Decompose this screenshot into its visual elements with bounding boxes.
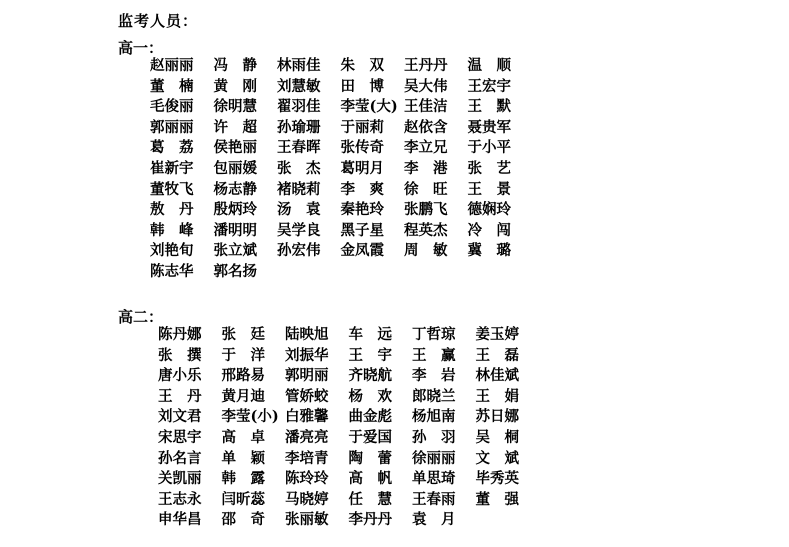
proctor-name: 于丽莉 bbox=[340, 118, 384, 136]
proctor-name: 于爱国 bbox=[348, 428, 392, 446]
proctor-name: 朱 双 bbox=[340, 57, 384, 74]
proctor-name: 邵 奇 bbox=[221, 511, 265, 529]
proctor-name: 汤 袁 bbox=[277, 201, 321, 219]
proctor-name: 李 岩 bbox=[412, 367, 456, 385]
proctor-name: 刘振华 bbox=[285, 346, 329, 364]
proctor-name: 聂贵军 bbox=[467, 118, 511, 136]
proctor-name: 程英杰 bbox=[404, 221, 448, 239]
proctor-name: 吴 桐 bbox=[475, 428, 519, 446]
proctor-name: 吴大伟 bbox=[404, 77, 448, 95]
proctor-name: 秦艳玲 bbox=[340, 201, 384, 219]
proctor-name: 张 廷 bbox=[221, 326, 265, 343]
proctor-name: 敖 丹 bbox=[150, 201, 194, 219]
proctor-name: 王 丹 bbox=[158, 387, 202, 405]
proctor-name: 郭明丽 bbox=[285, 367, 329, 385]
name-row bbox=[150, 241, 511, 262]
proctor-name: 马晓婷 bbox=[285, 490, 329, 508]
proctor-name: 林雨佳 bbox=[277, 57, 321, 74]
proctor-name: 陈玲玲 bbox=[285, 470, 329, 488]
proctor-name: 杨志静 bbox=[213, 180, 257, 198]
name-row bbox=[150, 221, 511, 242]
proctor-name: 郭名扬 bbox=[213, 262, 257, 280]
proctor-name: 李莹(小) bbox=[221, 408, 279, 426]
proctor-name: 毕秀英 bbox=[475, 470, 519, 488]
name-row bbox=[150, 77, 511, 98]
proctor-name: 王丹丹 bbox=[404, 57, 448, 74]
proctor-name: 王 景 bbox=[467, 180, 511, 198]
proctor-name: 宋思宇 bbox=[158, 428, 202, 446]
proctor-name: 曲金彪 bbox=[348, 408, 392, 426]
proctor-name: 郭丽丽 bbox=[150, 118, 194, 136]
proctor-name: 王宏宇 bbox=[467, 77, 511, 95]
proctor-name: 王 磊 bbox=[475, 346, 519, 364]
proctor-name: 申华昌 bbox=[158, 511, 202, 529]
proctor-name: 黑子星 bbox=[340, 221, 384, 239]
proctor-name: 冀 璐 bbox=[467, 242, 511, 260]
proctor-name: 闫昕蕊 bbox=[221, 490, 265, 508]
proctor-name: 包丽媛 bbox=[213, 159, 257, 177]
proctor-name: 王志永 bbox=[158, 490, 202, 508]
proctor-name: 唐小乐 bbox=[158, 367, 202, 385]
proctor-name: 高 卓 bbox=[221, 428, 265, 446]
proctor-name: 温 顺 bbox=[467, 57, 511, 74]
proctor-name: 于小平 bbox=[467, 139, 511, 157]
section-label-grade-2: 高二： bbox=[118, 308, 164, 326]
proctor-grid-grade-1 bbox=[150, 56, 511, 283]
proctor-name: 董 楠 bbox=[150, 77, 194, 95]
proctor-name: 王佳洁 bbox=[404, 98, 448, 116]
proctor-name: 徐明慧 bbox=[213, 98, 257, 116]
proctor-name: 袁 月 bbox=[412, 511, 456, 529]
section-label-grade-1: 高一： bbox=[118, 39, 164, 57]
proctor-name: 白雅馨 bbox=[285, 408, 329, 426]
name-row bbox=[158, 387, 519, 408]
proctor-name: 葛明月 bbox=[340, 159, 384, 177]
proctor-name: 杨 欢 bbox=[348, 387, 392, 405]
name-row bbox=[150, 118, 511, 139]
proctor-name: 冯 静 bbox=[213, 57, 257, 74]
proctor-name: 王春雨 bbox=[412, 490, 456, 508]
name-row bbox=[158, 325, 519, 346]
proctor-name: 张丽敏 bbox=[285, 511, 329, 529]
proctor-name: 刘慧敏 bbox=[277, 77, 321, 95]
proctor-name: 徐 旺 bbox=[404, 180, 448, 198]
proctor-name: 许 超 bbox=[213, 118, 257, 136]
proctor-name: 赵丽丽 bbox=[150, 57, 194, 74]
proctor-name: 姜玉婷 bbox=[475, 326, 519, 343]
proctor-name: 冷 闯 bbox=[467, 221, 511, 239]
proctor-name: 李莹(大) bbox=[340, 98, 398, 116]
proctor-name: 单思琦 bbox=[412, 470, 456, 488]
proctor-name: 赵依含 bbox=[404, 118, 448, 136]
proctor-grid-grade-2 bbox=[158, 325, 519, 531]
proctor-name: 李丹丹 bbox=[348, 511, 392, 529]
proctor-name: 韩 露 bbox=[221, 470, 265, 488]
proctor-name: 德娴玲 bbox=[467, 201, 511, 219]
name-row bbox=[158, 490, 519, 511]
proctor-name: 于 洋 bbox=[221, 346, 265, 364]
proctor-name: 韩 峰 bbox=[150, 221, 194, 239]
proctor-name: 王 赢 bbox=[412, 346, 456, 364]
proctor-name: 陆映旭 bbox=[285, 326, 329, 343]
proctor-name: 孙宏伟 bbox=[277, 242, 321, 260]
proctor-name: 李培青 bbox=[285, 449, 329, 467]
proctor-name: 侯艳丽 bbox=[213, 139, 257, 157]
name-row bbox=[150, 56, 511, 77]
proctor-name: 王春晖 bbox=[277, 139, 321, 157]
proctor-name: 孙瑜珊 bbox=[277, 118, 321, 136]
proctor-name: 林佳斌 bbox=[475, 367, 519, 385]
proctor-name: 邢路易 bbox=[221, 367, 265, 385]
proctor-name: 李立兄 bbox=[404, 139, 448, 157]
proctor-name: 张立斌 bbox=[213, 242, 257, 260]
proctor-name: 苏日娜 bbox=[475, 408, 519, 426]
proctor-name: 孙名言 bbox=[158, 449, 202, 467]
proctor-name: 周 敏 bbox=[404, 242, 448, 260]
name-row bbox=[158, 366, 519, 387]
name-row bbox=[158, 449, 519, 470]
proctor-name: 黄月迪 bbox=[221, 387, 265, 405]
proctor-name: 任 慧 bbox=[348, 490, 392, 508]
proctor-name: 徐丽丽 bbox=[412, 449, 456, 467]
proctor-name: 刘艳旬 bbox=[150, 242, 194, 260]
proctor-name: 毛俊丽 bbox=[150, 98, 194, 116]
proctor-name: 高 帆 bbox=[348, 470, 392, 488]
proctor-name: 张 艺 bbox=[467, 159, 511, 177]
proctor-name: 杨旭南 bbox=[412, 408, 456, 426]
proctor-name: 郎晓兰 bbox=[412, 387, 456, 405]
proctor-name: 陈丹娜 bbox=[158, 326, 202, 343]
name-row bbox=[158, 346, 519, 367]
proctor-name: 丁哲琼 bbox=[412, 326, 456, 343]
name-row bbox=[150, 180, 511, 201]
page-title: 监考人员： bbox=[118, 12, 199, 30]
proctor-name: 车 远 bbox=[348, 326, 392, 343]
proctor-name: 崔新宇 bbox=[150, 159, 194, 177]
name-row bbox=[150, 200, 511, 221]
proctor-name: 管娇蛟 bbox=[285, 387, 329, 405]
proctor-name: 董牧飞 bbox=[150, 180, 194, 198]
proctor-name: 潘亮亮 bbox=[285, 428, 329, 446]
name-row bbox=[150, 97, 511, 118]
proctor-name: 李 爽 bbox=[340, 180, 384, 198]
proctor-name: 黄 刚 bbox=[213, 77, 257, 95]
proctor-name: 翟羽佳 bbox=[277, 98, 321, 116]
proctor-name: 王 默 bbox=[467, 98, 511, 116]
name-row bbox=[150, 159, 511, 180]
proctor-name: 殷炳玲 bbox=[213, 201, 257, 219]
proctor-name: 董 强 bbox=[475, 490, 519, 508]
proctor-name: 葛 荔 bbox=[150, 139, 194, 157]
proctor-name: 张 撰 bbox=[158, 346, 202, 364]
proctor-name: 田 博 bbox=[340, 77, 384, 95]
proctor-name: 潘明明 bbox=[213, 221, 257, 239]
proctor-name: 单 颖 bbox=[221, 449, 265, 467]
proctor-name: 孙 羽 bbox=[412, 428, 456, 446]
name-row bbox=[150, 262, 511, 283]
proctor-name: 王 宇 bbox=[348, 346, 392, 364]
proctor-name: 刘文君 bbox=[158, 408, 202, 426]
proctor-name: 张鹏飞 bbox=[404, 201, 448, 219]
proctor-name: 关凯丽 bbox=[158, 470, 202, 488]
name-row bbox=[158, 469, 519, 490]
proctor-name: 褚晓莉 bbox=[277, 180, 321, 198]
proctor-name: 齐晓航 bbox=[348, 367, 392, 385]
proctor-name: 文 斌 bbox=[475, 449, 519, 467]
name-row bbox=[150, 138, 511, 159]
name-row bbox=[158, 510, 519, 531]
proctor-name: 陈志华 bbox=[150, 262, 194, 280]
proctor-name: 李 港 bbox=[404, 159, 448, 177]
proctor-name: 王 娟 bbox=[475, 387, 519, 405]
proctor-name: 吴学良 bbox=[277, 221, 321, 239]
proctor-name: 张传奇 bbox=[340, 139, 384, 157]
name-row bbox=[158, 428, 519, 449]
proctor-name: 陶 蕾 bbox=[348, 449, 392, 467]
proctor-name: 张 杰 bbox=[277, 159, 321, 177]
proctor-name: 金凤霞 bbox=[340, 242, 384, 260]
name-row bbox=[158, 407, 519, 428]
